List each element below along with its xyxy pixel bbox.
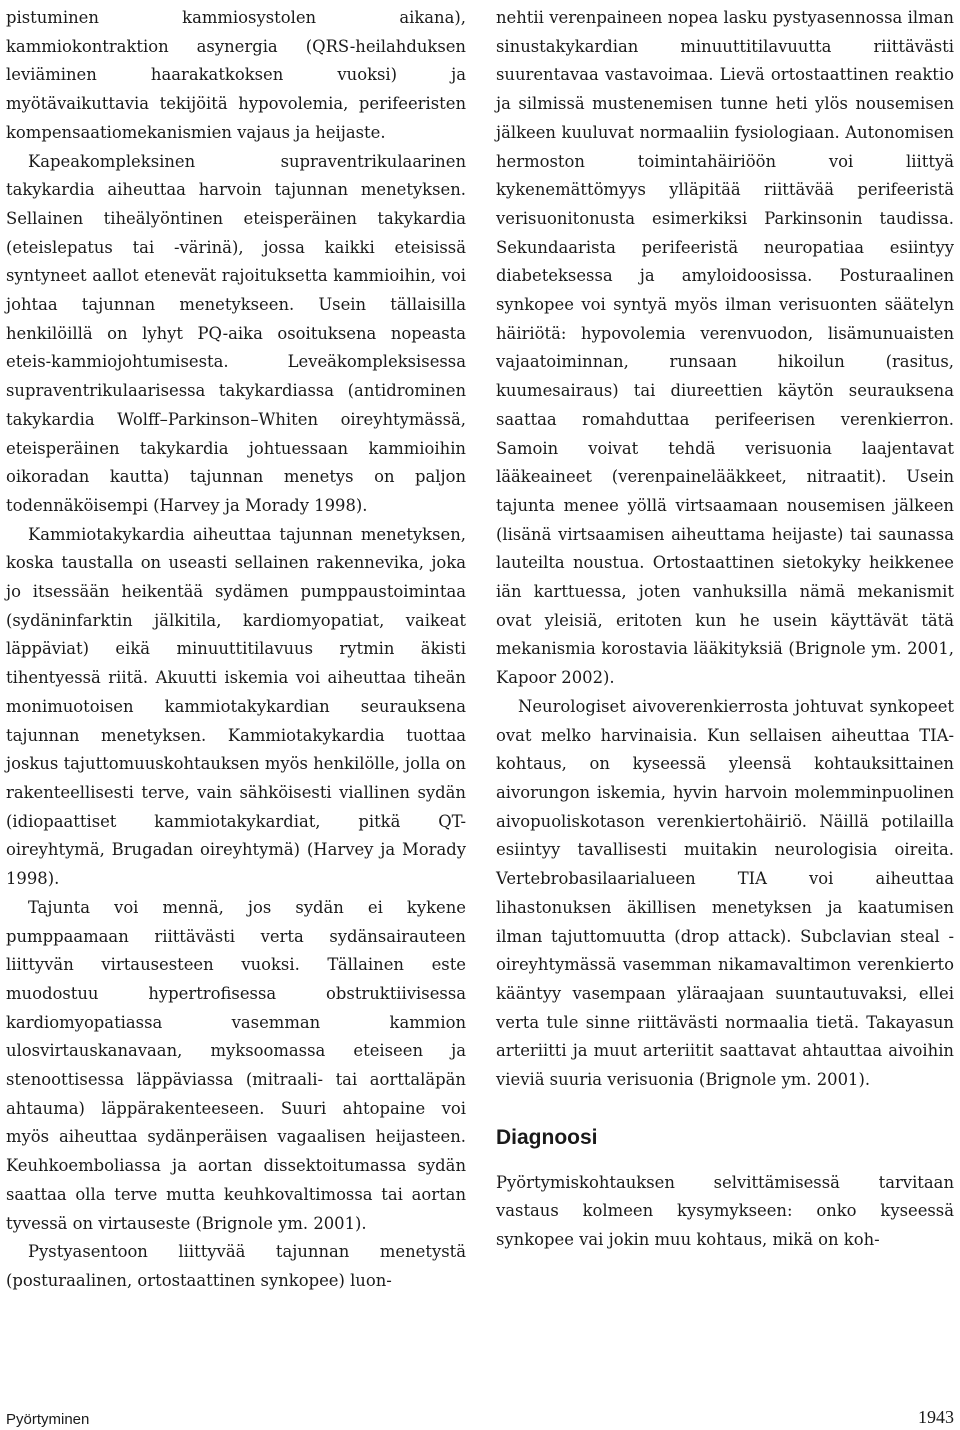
right-column: [496, 4, 954, 1255]
paragraph: nehtii verenpaineen nopea lasku pystyasennossa ilman sinustakykardian minuuttitilavuutta riittävästi suurentavaa vastavoimaa. Lievä ortostaattinen reaktio ja silmissä mustenemisen tunne heti ylös nousemisen jälkeen kuuluvat normaaliin fysiologiaan. Autonomisen hermoston toimintahäiriöön voi liittyä kykenemättömyys ylläpitää riittävää perifeeristä verisuonitonusta esimerkiksi Parkinsonin taudissa. Sekundaarista perifeeristä neuropatiaa esiintyy diabeteksessa ja amyloidoosissa. Posturaalinen synkopee voi syntyä myös ilman verisuonten säätelyn häiriötä: hypovolemia verenvuodon, lisämunuaisten vajaatoiminnan, runsaan hikoilun (rasitus, kuumesairaus) tai diureettien käytön seurauksena saattaa romahduttaa perifeerisen verenkierron. Samoin voivat tehdä verisuonia laajentavat lääkeaineet (verenpainelääkkeet, nitraatit). Usein tajunta menee yöllä virtsaamaan nousemisen jälkeen (lisänä virtsaamisen aiheuttama heijaste) tai saunassa lauteilta noustua. Ortostaattinen sietokyky heikkenee iän karttuessa, joten vanhuksilla nämä mekanismit ovat yleisiä, eritoten kun he usein käyttävät tätä mekanismia korostavia lääkityksiä (Brignole ym. 2001, Kapoor 2002).: [496, 8, 954, 688]
paragraph: Neurologiset aivoverenkierrosta johtuvat synkopeet ovat melko harvinaisia. Kun sellaisen aiheuttaa TIA-kohtaus, on kyseessä yleensä kohtauksittainen aivorungon iskemia, hyvin harvoin molemminpuolinen aivopuoliskotason verenkiertohäiriö. Näillä potilailla esiintyy tavallisesti muitakin neurologisia oireita. Vertebrobasilaarialueen TIA voi aiheuttaa lihastonuksen äkillisen menetyksen ja kaatumisen ilman tajuttomuutta (drop attack). Subclavian steal -oireyhtymässä vasemman nikamavaltimon verenkierto kääntyy vasempaan yläraajaan suuntautuvaksi, ellei verta tule sinne riittävästi normaalia tietä. Takayasun arteriitti ja muut arteriitit saattavat ahtauttaa aivoihin vieviä suuria verisuonia (Brignole ym. 2001).: [496, 696, 954, 1090]
footer-page-number: 1943: [918, 1407, 954, 1427]
paragraph: Pystyasentoon liittyvää tajunnan menetystä (posturaalinen, ortostaattinen synkopee) luon-: [6, 1242, 466, 1290]
paragraph: Kammiotakykardia aiheuttaa tajunnan menetyksen, koska taustalla on useasti sellainen rakennevika, joka jo itsessään heikentää sydämen pumppaustoimintaa (sydäninfarktin jälkitila, kardiomyopatiat, vaikeat läppäviat) eikä minuuttitilavuus rytmin äkisti tihentyessä riitä. Akuutti iskemia voi aiheuttaa tiheän monimuotoisen kammiotakykardian seurauksena tajunnan menetyksen. Kammiotakykardia tuottaa joskus tajuttomuuskohtauksen myös henkilölle, jolla on rakenteellisesti terve, vain sähköisesti viallinen sydän (idiopaattiset kammiotakykardiat, pitkä QT-oireyhtymä, Brugadan oireyhtymä) (Harvey ja Morady 1998).: [6, 524, 466, 889]
paragraph: pistuminen kammiosystolen aikana), kammiokontraktion asynergia (QRS-heilahduksen leviäminen haarakatkoksen vuoksi) ja myötävaikuttavia tekijöitä hypovolemia, perifeeristen kompensaatiomekanismien vajaus ja heijaste.: [6, 8, 466, 142]
paragraph: Kapeakompleksinen supraventrikulaarinen takykardia aiheuttaa harvoin tajunnan menetyksen. Sellainen tiheälyöntinen eteisperäinen takykardia (eteislepatus tai -värinä), jossa kaikki eteisissä syntyneet aallot etenevät rajoituksetta kammioihin, voi johtaa tajunnan menetykseen. Usein tällaisilla henkilöillä on lyhyt PQ-aika osoituksena nopeasta eteis-kammiojohtumisesta. Leveäkompleksisessa supraventrikulaarisessa takykardiassa (antidrominen takykardia Wolff–Parkinson–Whiten oireyhtymässä, eteisperäinen takykardia johtuessaan kammioihin oikoradan kautta) tajunnan menetys on paljon todennäköisempi (Harvey ja Morady 1998).: [6, 151, 466, 515]
paragraph: Tajunta voi mennä, jos sydän ei kykene pumppaamaan riittävästi verta sydänsairauteen liittyvän virtausesteen vuoksi. Tällainen este muodostuu hypertrofisessa obstruktiivisessa kardiomyopatiassa vasemman kammion ulosvirtauskanavaan, myksoomassa eteiseen ja stenoottisessa läppäviassa (mitraali- tai aorttaläpän ahtauma) läppärakenteeseen. Suuri ahtopaine voi myös aiheuttaa sydänperäisen vagaalisen heijasteen. Keuhkoemboliassa ja aortan dissektoitumassa sydän saattaa olla terve mutta keuhkovaltimossa tai aortan tyvessä on virtauseste (Brignole ym. 2001).: [6, 897, 466, 1233]
left-column: [6, 4, 466, 1296]
paragraph: Pyörtymiskohtauksen selvittämisessä tarvitaan vastaus kolmeen kysymykseen: onko kyseessä synkopee vai jokin muu kohtaus, mikä on koh-: [496, 1172, 954, 1250]
section-heading: Diagnoosi: [496, 1125, 598, 1149]
footer-section-title: Pyörtyminen: [6, 1411, 90, 1428]
